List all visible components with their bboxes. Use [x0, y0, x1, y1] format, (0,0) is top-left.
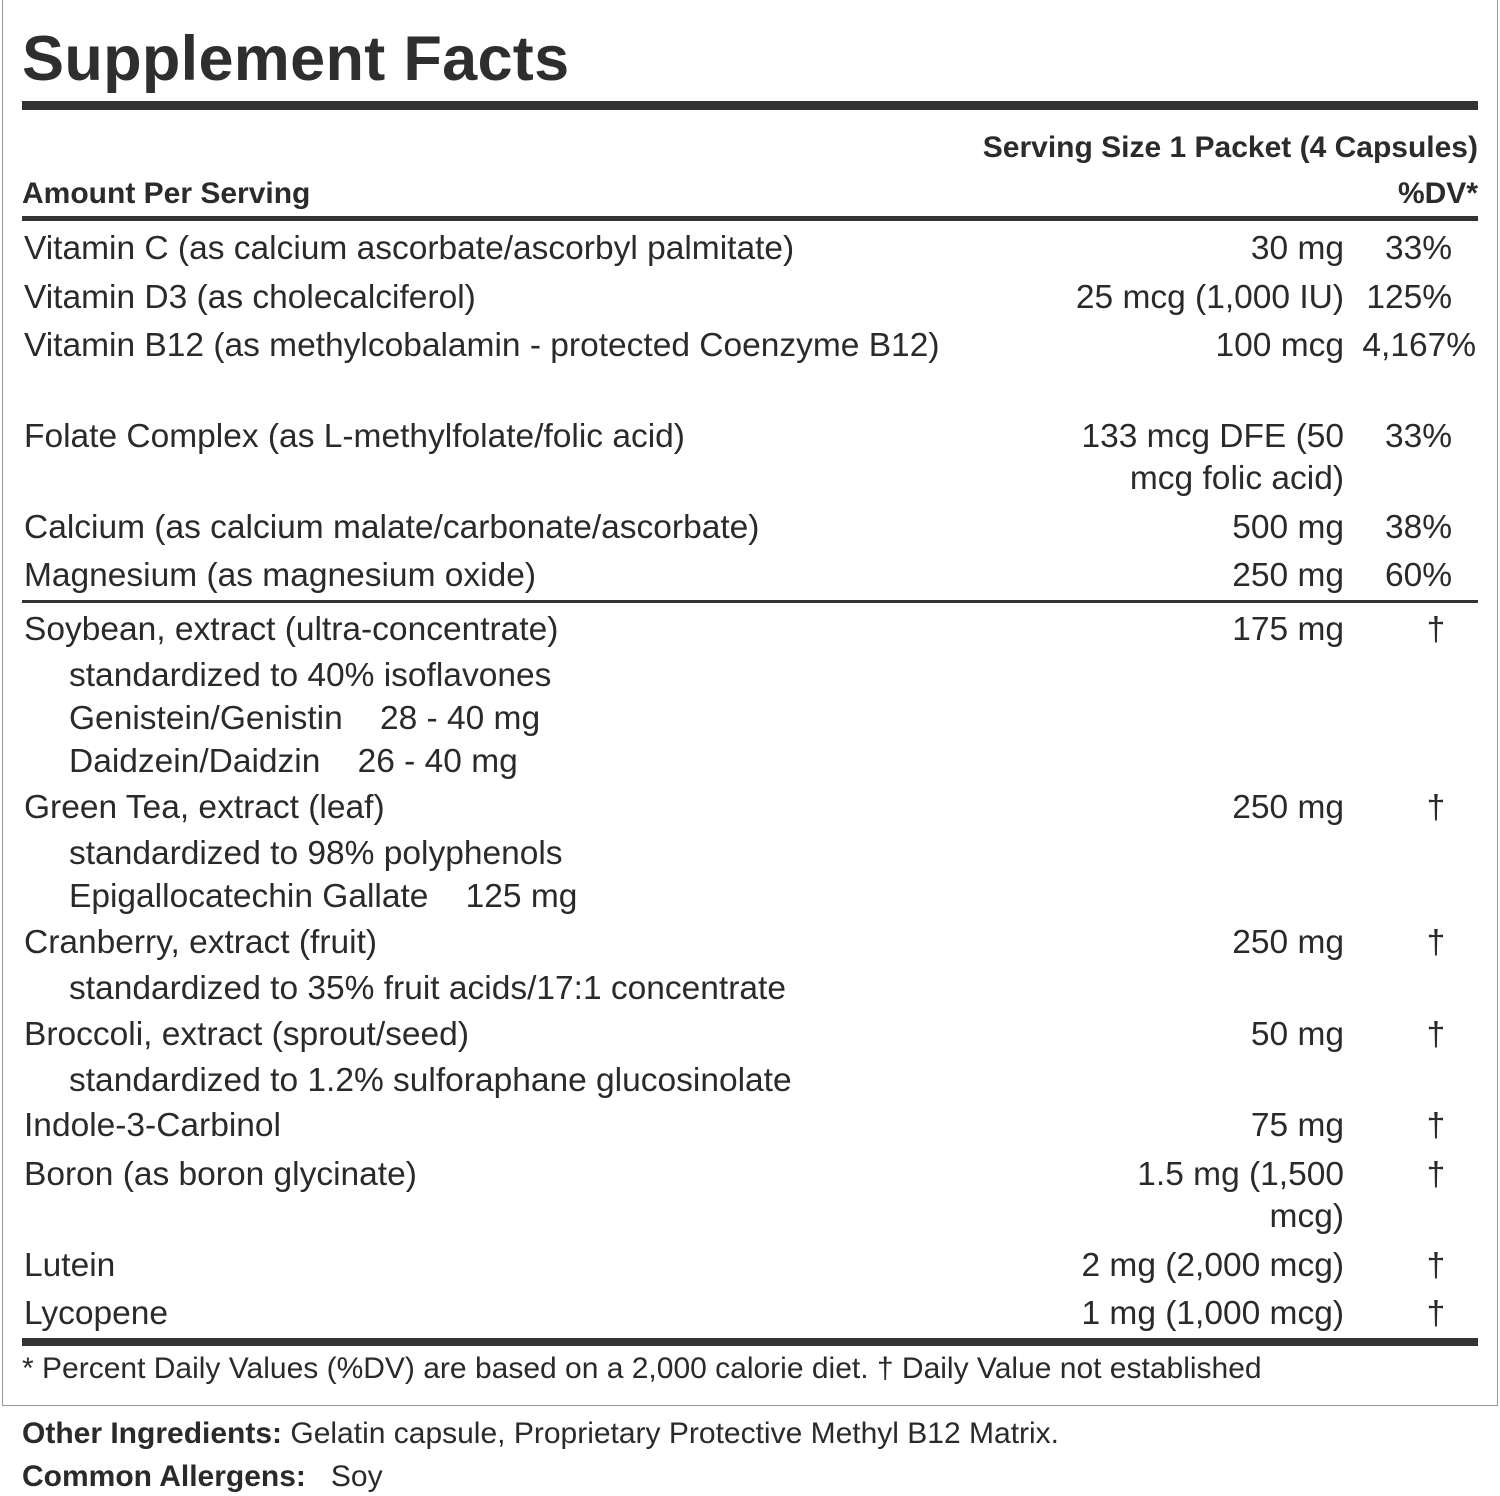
nutrient-dv: 125% — [1366, 279, 1452, 316]
ingredient-detail: Epigallocatechin Gallate 125 mg — [69, 878, 578, 915]
ingredient-amount: 75 mg — [1250, 1107, 1344, 1144]
ingredient-name: Soybean, extract (ultra-concentrate) — [24, 611, 559, 648]
nutrient-name: Calcium (as calcium malate/carbonate/ascorbate) — [24, 509, 760, 546]
nutrient-amount: 30 mg — [1250, 230, 1344, 267]
ingredient-name: Green Tea, extract (leaf) — [24, 789, 385, 826]
amount-per-serving-label: Amount Per Serving — [22, 177, 311, 210]
dagger-mark: † — [1426, 1016, 1446, 1053]
ingredient-detail: Genistein/Genistin 28 - 40 mg — [69, 700, 541, 737]
common-allergens — [22, 1458, 383, 1496]
nutrient-dv: 33% — [1384, 230, 1452, 267]
ingredient-detail: standardized to 98% polyphenols — [69, 835, 563, 872]
ingredient-amount: 50 mg — [1250, 1016, 1344, 1053]
nutrient-amount: 250 mg — [1232, 557, 1344, 594]
section-rule — [22, 600, 1478, 603]
nutrient-dv: 38% — [1384, 509, 1452, 546]
nutrient-dv: 60% — [1384, 557, 1452, 594]
dagger-mark: † — [1426, 1295, 1446, 1332]
ingredient-detail: standardized to 35% fruit acids/17:1 concentrate — [69, 970, 786, 1007]
ingredient-detail: standardized to 1.2% sulforaphane glucosinolate — [69, 1062, 792, 1099]
other-ingredients-text: Gelatin capsule, Proprietary Protective Methyl B12 Matrix. — [282, 1417, 1060, 1450]
dv-footnote: * Percent Daily Values (%DV) are based on a 2,000 calorie diet. † Daily Value not established — [22, 1352, 1262, 1385]
title-rule — [22, 101, 1478, 110]
bottom-rule — [22, 1338, 1478, 1346]
allergens-text: Soy — [305, 1460, 383, 1493]
ingredient-amount: 250 mg — [1232, 924, 1344, 961]
ingredient-amount: 1 mg (1,000 mcg) — [1081, 1295, 1344, 1332]
dagger-mark: † — [1426, 611, 1446, 648]
dagger-mark: † — [1426, 924, 1446, 961]
nutrient-name: Vitamin D3 (as cholecalciferol) — [24, 279, 476, 316]
ingredient-name: Lycopene — [24, 1295, 169, 1332]
dv-header: %DV* — [1397, 177, 1478, 210]
nutrient-amount: 25 mcg (1,000 IU) — [1075, 279, 1344, 316]
nutrient-name: Vitamin B12 (as methylcobalamin - protected Coenzyme B12) — [24, 327, 940, 364]
dagger-mark: † — [1426, 1107, 1446, 1144]
other-ingredients-label: Other Ingredients: — [22, 1417, 283, 1450]
ingredient-amount: 2 mg (2,000 mcg) — [1081, 1247, 1344, 1284]
other-ingredients — [22, 1415, 1059, 1453]
nutrient-amount: 100 mcg — [1215, 327, 1344, 364]
dagger-mark: † — [1426, 789, 1446, 826]
ingredient-amount: 1.5 mg (1,500 mcg) — [1137, 1156, 1344, 1235]
nutrient-amount: 133 mcg DFE (50 mcg folic acid) — [1081, 418, 1344, 497]
dagger-mark: † — [1426, 1247, 1446, 1284]
dagger-mark: † — [1426, 1156, 1446, 1193]
allergens-label: Common Allergens: — [22, 1460, 306, 1493]
ingredient-amount: 175 mg — [1232, 611, 1344, 648]
nutrient-name: Vitamin C (as calcium ascorbate/ascorbyl palmitate) — [24, 230, 795, 267]
nutrient-name: Magnesium (as magnesium oxide) — [24, 557, 537, 594]
ingredient-name: Indole-3-Carbinol — [24, 1107, 281, 1144]
ingredient-name: Lutein — [24, 1247, 116, 1284]
serving-size: Serving Size 1 Packet (4 Capsules) — [982, 131, 1478, 164]
nutrient-dv: 4,167% — [1362, 327, 1476, 364]
ingredient-name: Broccoli, extract (sprout/seed) — [24, 1016, 469, 1053]
ingredient-name: Boron (as boron glycinate) — [24, 1156, 417, 1193]
nutrient-dv: 33% — [1384, 418, 1452, 455]
panel-title: Supplement Facts — [22, 24, 570, 94]
nutrient-name: Folate Complex (as L-methylfolate/folic acid) — [24, 418, 685, 455]
header-rule — [22, 216, 1478, 221]
ingredient-name: Cranberry, extract (fruit) — [24, 924, 378, 961]
ingredient-detail: standardized to 40% isoflavones — [69, 657, 552, 694]
nutrient-amount: 500 mg — [1232, 509, 1344, 546]
ingredient-detail: Daidzein/Daidzin 26 - 40 mg — [69, 743, 518, 780]
ingredient-amount: 250 mg — [1232, 789, 1344, 826]
